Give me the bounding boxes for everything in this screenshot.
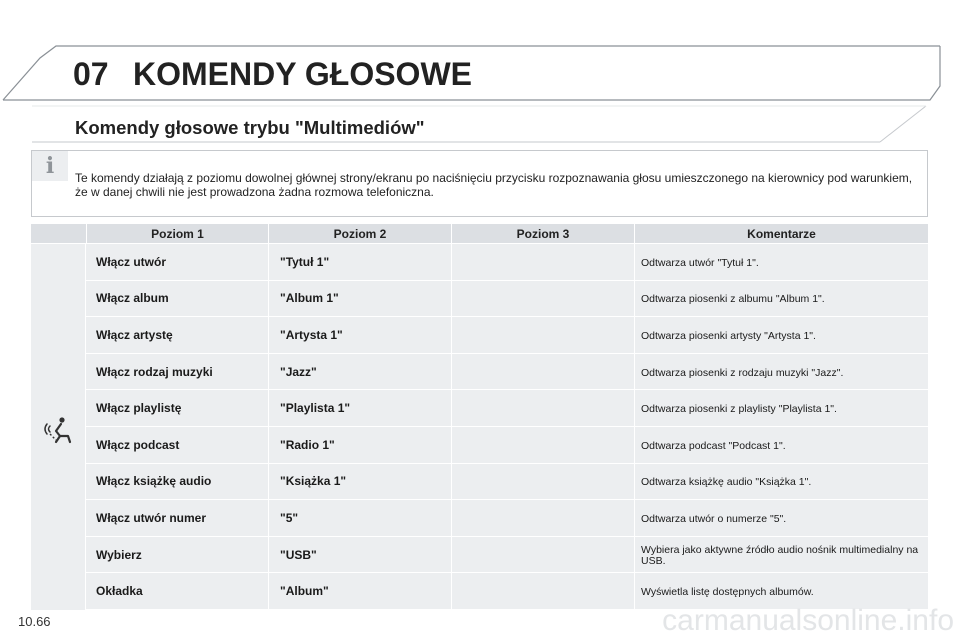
cell-level3 <box>451 427 634 463</box>
cell-comment: Odtwarza piosenki z rodzaju muzyki "Jazz". <box>634 354 928 390</box>
header-level1: Poziom 1 <box>86 224 268 243</box>
page-number: 10.66 <box>18 614 51 629</box>
voice-commands-table <box>31 224 928 610</box>
cell-comment: Odtwarza piosenki z albumu "Album 1". <box>634 281 928 317</box>
cell-level1: Włącz książkę audio <box>96 474 212 489</box>
cell-level1: Włącz playlistę <box>96 401 182 416</box>
cell-level1: Włącz utwór <box>96 254 167 269</box>
header-comments: Komentarze <box>634 224 928 243</box>
cell-level2: "Radio 1" <box>268 427 451 463</box>
header-level3: Poziom 3 <box>451 224 634 243</box>
section-title: Komendy głosowe trybu "Multimediów" <box>75 117 425 138</box>
cell-level3 <box>451 537 634 573</box>
table-row <box>86 427 928 464</box>
info-text: Te komendy działają z poziomu dowolnej głównej strony/ekranu po naciśnięciu przycisku rozpoznawania głosu umieszczonego na kierownicy pod warunkiem, że w danej chwili nie jest prowadzona żadna rozmowa telefoniczna. <box>75 171 913 199</box>
cell-comment: Odtwarza utwór "Tytuł 1". <box>634 244 928 280</box>
cell-level3 <box>451 500 634 536</box>
cell-level1: Okładka <box>96 584 143 599</box>
cell-level3 <box>451 281 634 317</box>
cell-level2: "Playlista 1" <box>268 390 451 426</box>
cell-level2: "Artysta 1" <box>268 317 451 353</box>
cell-level2: "Książka 1" <box>268 464 451 500</box>
table-header <box>31 224 928 244</box>
cell-comment: Odtwarza podcast "Podcast 1". <box>634 427 928 463</box>
cell-level1: Włącz podcast <box>96 437 180 452</box>
cell-level3 <box>451 464 634 500</box>
info-icon: i <box>32 151 68 181</box>
cell-level2: "USB" <box>268 537 451 573</box>
table-body <box>31 244 928 610</box>
cell-level2: "Album 1" <box>268 281 451 317</box>
cell-level1: Włącz rodzaj muzyki <box>96 364 213 379</box>
header-level2: Poziom 2 <box>268 224 451 243</box>
cell-comment: Wybiera jako aktywne źródło audio nośnik multimedialny na USB. <box>634 537 928 573</box>
icon-column <box>31 244 86 610</box>
cell-comment: Wyświetla listę dostępnych albumów. <box>634 573 928 609</box>
chapter-title: KOMENDY GŁOSOWE <box>133 56 472 92</box>
cell-level2: "5" <box>268 500 451 536</box>
table-row <box>86 390 928 427</box>
cell-level1: Włącz album <box>96 291 169 306</box>
info-box <box>31 150 928 217</box>
table-row <box>86 317 928 354</box>
cell-level2: "Tytuł 1" <box>268 244 451 280</box>
cell-level2: "Album" <box>268 573 451 609</box>
watermark: carmanualsonline.info <box>662 604 954 637</box>
table-rows <box>86 244 928 610</box>
table-row <box>86 537 928 574</box>
table-row <box>86 281 928 318</box>
cell-level1: Włącz artystę <box>96 327 173 342</box>
voice-command-icon <box>42 414 76 448</box>
cell-level3 <box>451 354 634 390</box>
chapter-number: 07 <box>73 56 109 92</box>
cell-level3 <box>451 390 634 426</box>
table-row <box>86 244 928 281</box>
cell-level3 <box>451 244 634 280</box>
cell-comment: Odtwarza utwór o numerze "5". <box>634 500 928 536</box>
cell-level3 <box>451 317 634 353</box>
cell-comment: Odtwarza piosenki z playlisty "Playlista 1". <box>634 390 928 426</box>
header-icon-column <box>31 224 86 243</box>
cell-comment: Odtwarza piosenki artysty "Artysta 1". <box>634 317 928 353</box>
table-row <box>86 354 928 391</box>
table-row <box>86 464 928 501</box>
cell-level2: "Jazz" <box>268 354 451 390</box>
cell-comment: Odtwarza książkę audio "Książka 1". <box>634 464 928 500</box>
table-row <box>86 500 928 537</box>
cell-level1: Włącz utwór numer <box>96 510 207 525</box>
cell-level3 <box>451 573 634 609</box>
cell-level1: Wybierz <box>96 547 142 562</box>
